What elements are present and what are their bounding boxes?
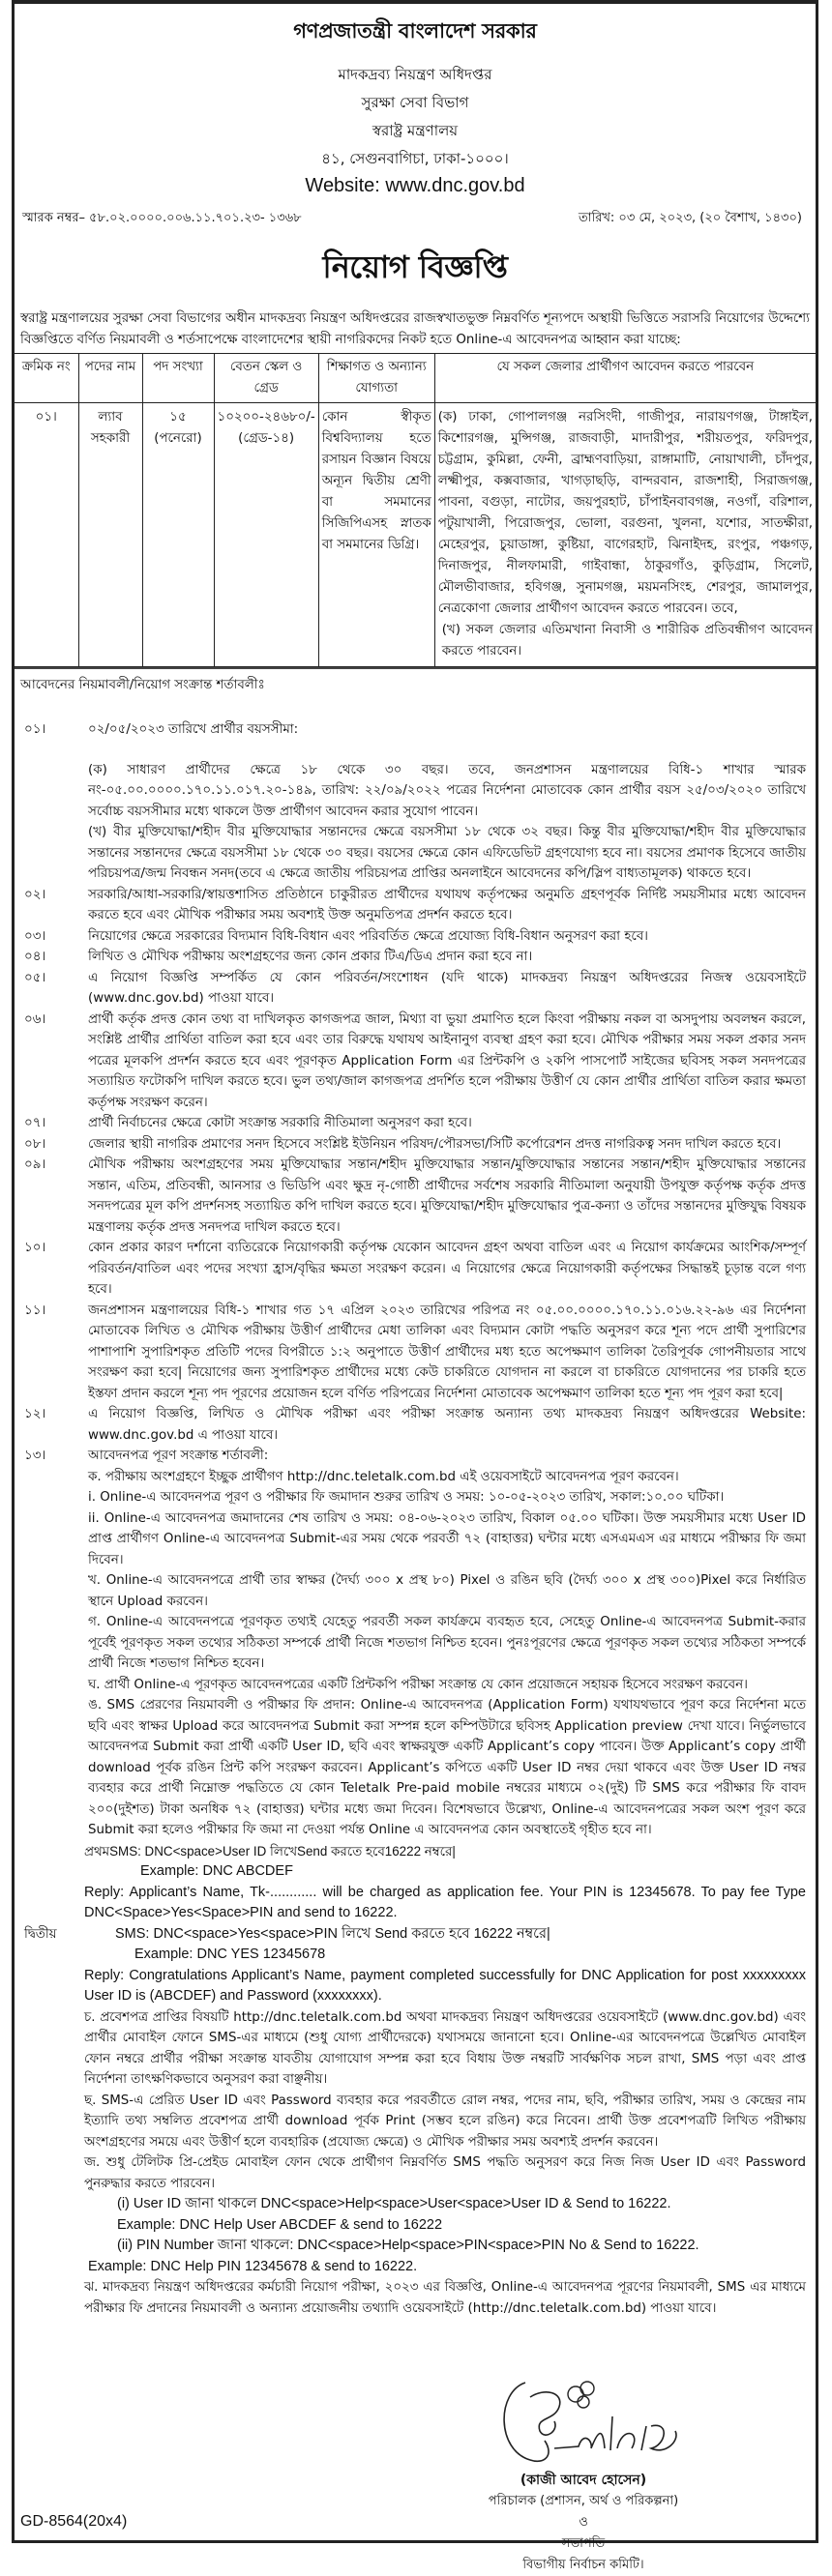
ministry-name: স্বরাষ্ট্র মন্ত্রণালয় <box>371 122 459 139</box>
vacancy-table <box>15 353 816 667</box>
term-number: ০৮। <box>24 1136 46 1152</box>
term-item <box>20 719 806 885</box>
term-text: কোন প্রকার কারণ দর্শানো ব্যতিরেকে নিয়োগকারী কর্তৃপক্ষ যেকোন আবেদন গ্রহণ অথবা বাতিল এবং এ নিয়োগ কার্যক্রমের আংশিক/সম্পূর্ণ পরিবর্তন/বাতিল এবং পদের সংখ্যা হ্রাস/বৃদ্ধির ক্ষমতা সংরক্ষণ করেন। এ নিয়োগের ক্ষেত্রে নিয়োগকারী কর্তৃপক্ষের সিদ্ধান্তই চূড়ান্ত বলে গণ্য হবে। <box>88 1241 806 1297</box>
cell-post-name: ল্যাব সহকারী <box>78 403 142 667</box>
term-item <box>20 968 806 1010</box>
cell-post-count: ১৫ (পনেরো) <box>142 403 214 667</box>
apply-website-text: ক. পরীক্ষায় অংশগ্রহণে ইচ্ছুক প্রার্থীগণ http://dnc.teletalk.com.bd এই ওয়েবসাইটে আবেদনপত্র পূরণ করবেন। <box>88 1469 679 1484</box>
term-number: ০৫। <box>24 970 46 985</box>
table-header-row <box>15 354 816 403</box>
term-text: এ নিয়োগ বিজ্ঞপ্তি সম্পর্কিত যে কোন পরিবর্তন/সংশোধন (যদি থাকে) মাদকদ্রব্য নিয়ন্ত্রণ অধিদপ্তরের নিজস্ব ওয়েবসাইটে (www.dnc.gov.bd) পাওয়া যাবে। <box>88 970 806 1006</box>
table-row <box>15 403 816 667</box>
signatory-and: ও <box>579 2515 588 2530</box>
signature-block <box>458 2373 709 2576</box>
department-name: মাদকদ্রব্য নিয়ন্ত্রণ অধিদপ্তর <box>338 66 492 83</box>
signatory-committee: বিভাগীয় নির্বাচন কমিটি। <box>522 2558 644 2572</box>
sms-fee-rules: ঙ. SMS প্রেরণের নিয়মাবলী ও পরীক্ষার ফি প্রদান: Online-এ আবেদনপত্র (Application Form) যথাযথভাবে পূরণ করে নির্দেশনা মতে ছবি এবং স্বাক্ষর Upload করে আবেদনপত্র Submit করা সম্পন্ন হলে কম্পিউটারে ছবিসহ Application preview দেখা যাবে। নির্ভুলভাবে আবেদনপত্র Submit করা প্রার্থী একটি User ID, ছবি এবং স্বাক্ষরযুক্ত একটি Applicant’s copy পাবেন। উক্ত Applicant’s copy প্রার্থী download পূর্বক রঙিন প্রিন্ট কপি সংরক্ষণ করবেন। Applicant’s কপিতে একটি User ID নম্বর দেয়া থাকবে এবং উক্ত User ID নম্বর ব্যবহার করে প্রার্থী নিম্নোক্ত পদ্ধতিতে যে কোন Teletalk Pre-paid mobile নম্বরের মাধ্যমে ০২(দুই) টি SMS করে পরীক্ষার ফি বাবদ ২০০(দুইশত) টাকা অনধিক ৭২ (বাহাত্তর) ঘন্টার মধ্যে জমা দিবেন। বিশেষভাবে উল্লেখ্য, Online-এ আবেদনপত্রের সকল অংশ পূরণ করে Submit করা হলেও পরীক্ষার ফি জমা না দেওয়া পর্যন্ত Online এ আবেদনপত্র কোন অবস্থাতেই গৃহীত হবে না। <box>88 1698 806 1837</box>
printcopy-text: ঘ. প্রার্থী Online-এ পূরণকৃত আবেদনপত্রের একটি প্রিন্টকপি পরীক্ষা সংক্রান্ত যে কোন প্রয়োজনে সহায়ক হিসেবে সংরক্ষণ করবেন। <box>88 1677 748 1692</box>
office-address: ৪১, সেগুনবাগিচা, ঢাকা-১০০০। <box>321 150 509 167</box>
signatory-designation: পরিচালক (প্রশাসন, অর্থ ও পরিকল্পনা) <box>488 2494 679 2508</box>
website-link[interactable]: Website: www.dnc.gov.bd <box>305 175 525 196</box>
term-number: ১১। <box>24 1303 46 1318</box>
cell-eligible-districts <box>434 403 816 667</box>
col-eligible-districts: যে সকল জেলার প্রার্থীগণ আবেদন করতে পারবেন <box>434 354 816 403</box>
term-number: ০৩। <box>24 928 46 944</box>
term-text: (খ) বীর মুক্তিযোদ্ধা/শহীদ বীর মুক্তিযোদ্ধার সন্তানদের ক্ষেত্রে বয়সসীমা ১৮ থেকে ৩২ বছর। কিন্তু বীর মুক্তিযোদ্ধা/শহীদ বীর মুক্তিযোদ্ধার সন্তানের সন্তানদের ক্ষেত্রে বয়সসীমা ১৮ থেকে ৩০ বছর। বয়সের ক্ষেত্রে কোন এফিডেভিট গ্রহণযোগ্য হবে না। বয়সের প্রমাণক হিসেবে জাতীয় পরিচয়পত্র/জন্ম নিবন্ধন সনদ(তবে এ ক্ষেত্রে জাতীয় পরিচয়পত্র প্রাপ্তির অনলাইনে আবেদনের কপি/স্লিপ বাধ্যতামূলক) থাকতে হবে। <box>88 825 806 881</box>
term-heading: ০২/০৫/২০২৩ তারিখে প্রার্থীর বয়সসীমা: <box>88 722 299 737</box>
col-pay-scale: বেতন স্কেল ও গ্রেড <box>214 354 318 403</box>
col-post-name: পদের নাম <box>78 354 142 403</box>
terms-list <box>15 719 816 2319</box>
term-number: ০৭। <box>24 1116 46 1130</box>
more-info-text: ঝ. মাদকদ্রব্য নিয়ন্ত্রণ অধিদপ্তরের কর্মচারী নিয়োগ পরীক্ষা, ২০২৩ এর বিজ্ঞপ্তি, Online-এ আবেদনপত্র পূরণের নিয়মাবলী, SMS এর মাধ্যমে পরীক্ষার ফি প্রদানের নিয়মাবলী ও অন্যান্য প্রয়োজনীয় তথ্যাদি ওয়েবসাইটে (http://dnc.teletalk.com.bd) পাওয়া যাবে। <box>84 2280 806 2316</box>
districts-list-b: (খ) সকল জেলার এতিমখানা নিবাসী ও শারীরিক প্রতিবন্ধীগণ আবেদন করতে পারবেন। <box>441 623 813 659</box>
term-item <box>20 1404 806 1446</box>
recover-pin-format: (ii) PIN Number জানা থাকলে: DNC<space>Help<space>PIN<space>PIN No & Send to 16222. <box>117 2238 699 2253</box>
apply-start-date: i. Online-এ আবেদনপত্র পূরণ ও পরীক্ষার ফি জমাদান শুরুর তারিখ ও সময়: ১০-০৫-২০২৩ তারিখ, সকাল:১০.০০ ঘটিকা। <box>88 1490 725 1505</box>
page-title: নিয়োগ বিজ্ঞপ্তি <box>322 249 508 285</box>
term-item <box>20 1010 806 1114</box>
cell-pay-scale: ১০২০০-২৪৬৮০/- (গ্রেড-১৪) <box>214 403 318 667</box>
recover-userid-example: Example: DNC Help User ABCDEF & send to 16222 <box>117 2216 443 2233</box>
term-item <box>20 1155 806 1238</box>
term-number: ০৬। <box>24 1011 46 1027</box>
first-sms-reply: Reply: Applicant’s Name, Tk-............ will be charged as application fee. Your PIN is 12345678. To pay fee Type DNC<Space>Yes<Space>PIN and send to 16222. <box>84 1884 806 1920</box>
term-item <box>20 926 806 948</box>
division-name: সুরক্ষা সেবা বিভাগ <box>361 94 469 111</box>
term-text: প্রার্থী কর্তৃক প্রদত্ত কোন তথ্য বা দাখিলকৃত কাগজপত্র জাল, মিথ্যা বা ভুয়া প্রমাণিত হলে কিংবা পরীক্ষায় নকল বা অসদুপায় অবলম্বন করলে, সংশ্লিষ্ট প্রার্থীর প্রার্থিতা বাতিল করা হবে এবং তার বিরুদ্ধে যথাযথ আইনানুগ ব্যবস্থা গ্রহণ করা হবে। মৌখিক পরীক্ষার সময় সকল প্রকার সনদ পত্রের মূলকপি প্রদর্শন করতে হবে এবং পূরণকৃত Application Form এর প্রিন্টকপি ও ২কপি পাসপোর্ট সাইজের ছবিসহ সকল সনদপত্রের সত্যায়িত ফটোকপি দাখিল করতে হবে। ভুল তথ্য/জাল কাগজপত্র প্রদর্শিত হলে পরীক্ষায় উত্তীর্ণ যে কোন প্রার্থীর প্রার্থিতা বাতিল করার ক্ষমতা কর্তৃপক্ষ সংরক্ষণ করেন। <box>88 1011 806 1110</box>
download-admit-text: ছ. SMS-এ প্রেরিত User ID এবং Password ব্যবহার করে পরবর্তীতে রোল নম্বর, পদের নাম, ছবি, পরীক্ষার তারিখ, সময় ও কেন্দ্রের নাম ইত্যাদি তথ্য সম্বলিত প্রবেশপত্র প্রার্থী download পূর্বক Print (সম্ভব হলে রঙিন) করে নিবেন। প্রার্থী উক্ত প্রবেশপত্রটি লিখিত পরীক্ষায় অংশগ্রহণের সময়ে এবং উত্তীর্ণ হলে ব্যবহারিক (প্রযোজ্য ক্ষেত্রে) ও মৌখিক পরীক্ষার সময় অবশ্যই প্রদর্শন করবেন। <box>84 2093 806 2150</box>
term-number: ১২। <box>24 1407 46 1421</box>
term-item <box>20 1134 806 1156</box>
term-item <box>20 947 806 968</box>
term-text: জেলার স্থায়ী নাগরিক প্রমাণের সনদ হিসেবে সংশ্লিষ্ট ইউনিয়ন পরিষদ/পৌরসভা/সিটি কর্পোরেশন প্রদত্ত নাগরিকত্ব সনদ দাখিল করতে হবে। <box>88 1136 782 1152</box>
term-number: ১০। <box>24 1241 46 1255</box>
terms-heading: আবেদনের নিয়মাবলী/নিয়োগ সংক্রান্ত শর্তাবলীঃ <box>15 667 816 702</box>
cell-serial: ০১। <box>15 403 78 667</box>
notice-header <box>15 15 816 197</box>
sms-instructions <box>20 1841 806 2320</box>
term-text: এ নিয়োগ বিজ্ঞপ্তি, লিখিত ও মৌখিক পরীক্ষা এবং পরীক্ষা সংক্রান্ত অন্যান্য তথ্য মাদকদ্রব্য নিয়ন্ত্রণ অধিদপ্তরের Website: www.dnc.gov.bd এ পাওয়া যাবে। <box>88 1407 806 1443</box>
term-text: মৌখিক পরীক্ষায় অংশগ্রহণের সময় মুক্তিযোদ্ধার সন্তান/শহীদ মুক্তিযোদ্ধার সন্তান/মুক্তিযোদ্ধার সন্তানের সন্তান/শহীদ মুক্তিযোদ্ধার সন্তানের সন্তান, এতিম, প্রতিবন্ধী, আনসার ও ভিডিপি এবং ক্ষুদ্র নৃ-গোষ্ঠী প্রার্থীদের সর্বশেষ সরকারি নীতিমালা অনুযায়ী উপযুক্ত কর্তৃপক্ষ কর্তৃক প্রদত্ত সনদপত্রের মূল কপি প্রদর্শনসহ সত্যায়িত কপি দাখিল করতে হবে। মুক্তিযোদ্ধা/শহীদ মুক্তিযোদ্ধার পুত্র-কন্যা ও তাঁদের সন্তানদের মুক্তিযুদ্ধ বিষয়ক মন্ত্রণালয় কর্তৃক প্রদত্ত সনদপত্র দাখিল করতে হবে। <box>88 1157 806 1235</box>
col-serial: ক্রমিক নং <box>15 354 78 403</box>
term-heading: আবেদনপত্র পূরণ সংক্রান্ত শর্তাবলী: <box>88 1449 269 1463</box>
admit-card-text: চ. প্রবেশপত্র প্রাপ্তির বিষয়টি http://dnc.teletalk.com.bd অথবা মাদকদ্রব্য নিয়ন্ত্রণ অধিদপ্তরের ওয়েবসাইটে (www.dnc.gov.bd) এবং প্রার্থীর মোবাইল ফোনে SMS-এর মাধ্যমে (শুধু যোগ্য প্রার্থীদেরকে) যথাসময়ে জানানো হবে। Online-এর আবেদনপত্রে উল্লেখিত মোবাইল ফোন নম্বরে প্রার্থীর পরীক্ষা সংক্রান্ত যাবতীয় যোগাযোগ সম্পন্ন করা হবে বিধায় উক্ত নম্বরটি সার্বক্ষণিক সচল রাখা, SMS পড়া এবং প্রাপ্ত নির্দেশনা তাৎক্ষণিকভাবে অনুসরণ করা বাঞ্ছনীয়। <box>84 2009 806 2087</box>
col-post-count: পদ সংখ্যা <box>142 354 214 403</box>
accuracy-text: গ. Online-এ আবেদনপত্রে পূরণকৃত তথ্যই যেহেতু পরবর্তী সকল কার্যক্রমে ব্যবহৃত হবে, সেহেতু Online-এ আবেদনপত্র Submit-করার পূর্বেই পূরণকৃত সকল তথ্যের সঠিকতা সম্পর্কে প্রার্থী নিজে শতভাগ নিশ্চিত হবেন। পুনঃপূরণের ক্ষেত্রে পূরণকৃত সকল তথ্যের সঠিকতা সম্পর্কে প্রার্থী নিজে শতভাগ নিশ্চিত হবেন। <box>88 1615 806 1671</box>
recruitment-notice <box>12 0 818 2572</box>
second-sms-row <box>20 1924 806 1946</box>
first-sms-format: প্রথমSMS: DNC<space>User ID লিখেSend করতে হবে16222 নম্বরে| <box>84 1843 456 1859</box>
reference-row <box>15 197 816 229</box>
signatory-role: সভাপতি <box>561 2536 606 2551</box>
term-text: (ক) সাধারণ প্রার্থীদের ক্ষেত্রে ১৮ থেকে ৩০ বছর। তবে, জনপ্রশাসন মন্ত্রণালয়ের বিধি-১ শাখার স্মারক নং-০৫.০০.০০০০.১৭০.১১.০১৭.২০-১৪৯, তারিখ: ২২/০৯/২০২২ পত্রের নির্দেশনা মোতাবেক কোন প্রার্থীর বয়স ২৫/০৩/২০২০ তারিখে সর্বোচ্চ বয়সসীমার মধ্যে থাকলে উক্ত প্রার্থীগণ আবেদন করার সুযোগ পাবেন। <box>88 762 806 819</box>
term-text: জনপ্রশাসন মন্ত্রণালয়ের বিধি-১ শাখার গত ১৭ এপ্রিল ২০২৩ তারিখের পরিপত্র নং ০৫.০০.০০০০.১৭০.১১.০১৬.২২-৯৬ এর নির্দেশনা মোতাবেক লিখিত ও মৌখিক পরীক্ষায় উত্তীর্ণ প্রার্থীদের মেধা তালিকা এবং বিদ্যমান কোটা পদ্ধতি অনুসরণ করে শূন্য পদে প্রার্থী সুপারিশের পাশাপাশি সুপারিশকৃত প্রতিটি পদের বিপরীতে ১:২ অনুপাতে উত্তীর্ণ প্রার্থীদের মধ্য হতে অপেক্ষমাণ তালিকা তৈরিপূর্বক গোপনীয়তার সাথে সংরক্ষণ করা হবে| নিয়োগের জন্য সুপারিশকৃত প্রার্থীদের মধ্যে কেউ চাকরিতে যোগদান না করলে বা চাকরিতে যোগদানের পর চাকরি হতে ইস্তফা প্রদান করলে শূন্য পদ পূরণের প্রয়োজন হলে বর্ণিত পরিপত্রের নির্দেশনা মোতাবেক অপেক্ষমাণ তালিকা হতে শূন্য পদ পূরণ করা হবে| <box>88 1303 806 1401</box>
term-number: ০৪। <box>24 950 46 964</box>
term-number: ০৯। <box>24 1157 46 1172</box>
term-item <box>20 1113 806 1134</box>
second-sms-example: Example: DNC YES 12345678 <box>134 1947 326 1962</box>
second-sms-format: SMS: DNC<space>Yes<space>PIN লিখে Send করতে হবে 16222 নম্বরে| <box>115 1925 550 1942</box>
term-text: প্রার্থী নির্বাচনের ক্ষেত্রে কোটা সংক্রান্ত সরকারি নীতিমালা অনুসরণ করা হবে। <box>88 1116 472 1130</box>
term-text: নিয়োগের ক্ষেত্রে সরকারের বিদ্যমান বিধি-বিধান এবং পরিবর্তিত ক্ষেত্রে প্রযোজ্য বিধি-বিধান অনুসরণ করা হবে। <box>88 928 648 944</box>
col-qualification: শিক্ষাগত ও অন্যান্য যোগ্যতা <box>318 354 434 403</box>
signature-icon <box>487 2373 680 2470</box>
recover-pin-example: Example: DNC Help PIN 12345678 & send to 16222. <box>88 2258 418 2274</box>
term-number: ১৩। <box>24 1449 46 1463</box>
districts-list-a: (ক) ঢাকা, গোপালগঞ্জ নরসিংদী, গাজীপুর, নারায়ণগঞ্জ, টাঙ্গাইল, কিশোরগঞ্জ, মুন্সিগঞ্জ, রাজবাড়ী, মাদারীপুর, শরীয়তপুর, ফরিদপুর, চট্টগ্রাম, কুমিল্লা, ফেনী, ব্রাহ্মণবাড়িয়া, রাঙ্গামাটি, নোয়াখালী, চাঁদপুর, লক্ষ্মীপুর, কক্সবাজার, খাগড়াছড়ি, বান্দরবান, রাজশাহী, সিরাজগঞ্জ, পাবনা, বগুড়া, নাটোর, জয়পুরহাট, চাঁপাইনবাবগঞ্জ, নওগাঁ, বরিশাল, পটুয়াখালী, পিরোজপুর, ভোলা, বরগুনা, খুলনা, যশোর, সাতক্ষীরা, মেহেরপুর, চুয়াডাঙ্গা, কুষ্টিয়া, বাগেরহাট, ঝিনাইদহ, রংপুর, পঞ্চগড়, দিনাজপুর, নীলফামারী, গাইবান্ধা, ঠাকুরগাঁও, কুড়িগ্রাম, সিলেট, মৌলভীবাজার, হবিগঞ্জ, সুনামগঞ্জ, ময়মনসিংহ, শেরপুর, জামালপুর, নেত্রকোণা জেলার প্রার্থীগণ আবেদন করতে পারবেন। তবে, <box>437 410 813 616</box>
first-sms-example: Example: DNC ABCDEF <box>140 1863 293 1879</box>
recovery-text: জ. শুধু টেলিটক প্রি-প্রেইড মোবাইল ফোন থেকে প্রার্থীগণ নিম্নবর্ণিত SMS পদ্ধতি অনুসরণ করে নিজ নিজ User ID এবং Password পুনরুদ্ধার করতে পারবেন। <box>84 2155 806 2191</box>
term-number: ০১। <box>24 722 46 737</box>
term-item <box>20 1301 806 1405</box>
term-item <box>20 1446 806 1841</box>
signatory-name: (কাজী আবেদ হোসেন) <box>520 2473 647 2488</box>
term-text: সরকারি/আধা-সরকারি/স্বায়ত্তশাসিত প্রতিষ্ঠানে চাকুরীরত প্রার্থীদের যথাযথ কর্তৃপক্ষের অনুমতি গ্রহণপূর্বক নির্দিষ্ট সময়সীমার মধ্যে আবেদন করতে হবে এবং মৌখিক পরীক্ষার সময় অবশ্যই উক্ত অনুমতিপত্র প্রদর্শন করতে হবে। <box>88 887 806 922</box>
intro-paragraph: স্বরাষ্ট্র মন্ত্রণালয়ের সুরক্ষা সেবা বিভাগের অধীন মাদকদ্রব্য নিয়ন্ত্রণ অধিদপ্তরের রাজস্বখাতভুক্ত নিম্নবর্ণিত শূন্যপদে অস্থায়ী ভিত্তিতে সরাসরি নিয়োগের উদ্দেশ্যে বিজ্ঞপ্তিতে বর্ণিত নিয়মাবলী ও শর্তসাপেক্ষে বাংলাদেশের স্থায়ী নাগরিকদের নিকট হতে Online-এ আবেদনপত্র আহ্বান করা যাচ্ছে: <box>20 311 810 347</box>
term-number: ০২। <box>24 887 46 902</box>
apply-end-date: ii. Online-এ আবেদনপত্র জমাদানের শেষ তারিখ ও সময়: ০৪-০৬-২০২৩ তারিখ, বিকাল ০৫.০০ ঘটিকা। উক্ত সময়সীমার মধ্যে User ID প্রাপ্ত প্রার্থীগণ Online-এ আবেদনপত্র Submit-এর সময় থেকে পরবর্তী ৭২ (বাহাত্তর) ঘন্টার মধ্যে এসএমএস এর মাধ্যমে পরীক্ষার ফি জমা দিবেন। <box>88 1510 806 1567</box>
government-name: গণপ্রজাতন্ত্রী বাংলাদেশ সরকার <box>293 19 537 43</box>
notice-date: তারিখ: ০৩ মে, ২০২৩, (২০ বৈশাখ, ১৪৩০) <box>578 211 802 225</box>
term-item <box>20 1238 806 1301</box>
term-text: লিখিত ও মৌখিক পরীক্ষায় অংশগ্রহণের জন্য কোন প্রকার টিএ/ডিএ প্রদান করা হবে না। <box>88 950 533 964</box>
memo-number: স্মারক নম্বর– ৫৮.০২.০০০০.০০৬.১১.৭০১.২৩- ১৩৬৮ <box>22 211 302 225</box>
second-sms-label: দ্বিতীয় <box>24 1926 57 1942</box>
cell-qualification: কোন স্বীকৃত বিশ্ববিদ্যালয় হতে রসায়ন বিজ্ঞান বিষয়ে অন্যূন দ্বিতীয় শ্রেণী বা সমমানের সিজিপিএসহ স্নাতক বা সমমানের ডিগ্রি। <box>318 403 434 667</box>
second-sms-reply: Reply: Congratulations Applicant’s Name, payment completed successfully for DNC Application for post xxxxxxxxx User ID is (ABCDEF) and Password (xxxxxxxx). <box>84 1967 806 2004</box>
recover-userid-format: (i) User ID জানা থাকলে DNC<space>Help<space>User<space>User ID & Send to 16222. <box>117 2196 671 2211</box>
term-item <box>20 885 806 926</box>
upload-spec-text: খ. Online-এ আবেদনপত্রে প্রার্থী তার স্বাক্ষর (দৈর্ঘ্য ৩০০ x প্রস্থ ৮০) Pixel ও রঙিন ছবি (দৈর্ঘ্য ৩০০ x প্রস্থ ৩০০)Pixel করে নির্ধারিত স্থানে Upload করবেন। <box>88 1573 806 1609</box>
gd-code: GD-8564(20x4) <box>20 2513 128 2530</box>
